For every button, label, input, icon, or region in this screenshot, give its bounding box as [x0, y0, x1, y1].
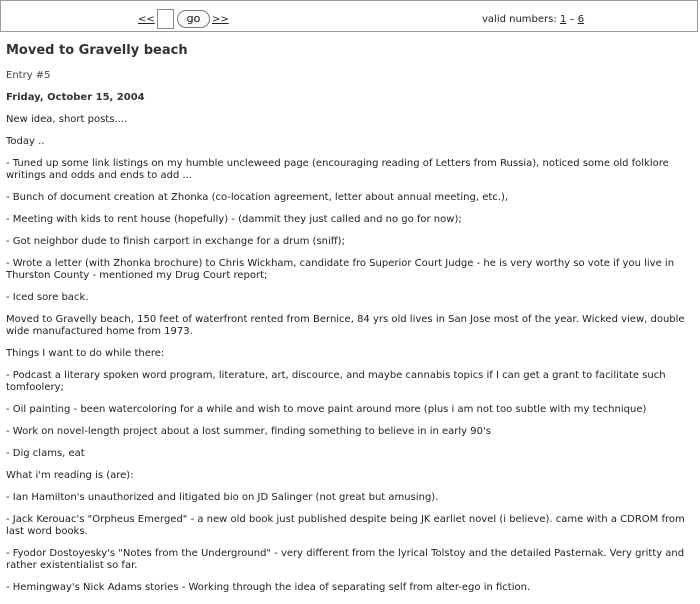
entry-paragraph: What i'm reading is (are):	[6, 470, 134, 481]
go-button[interactable]: go	[177, 10, 210, 28]
entry-content	[6, 70, 696, 604]
entry-paragraph: - Fyodor Dostoyesky's "Notes from the Underground" - very different from the lyrical Tolstoy and the detailed Pasternak. Very gritty and rather existentialist so far.	[6, 548, 685, 571]
entry-paragraph: - Tuned up some link listings on my humble uncleweed page (encouraging reading of Letters from Russia), noticed some old folklore writings and odds and ends to add ...	[6, 158, 669, 181]
entry-paragraph: - Jack Kerouac's "Orpheus Emerged" - a new old book just published despite being JK earliet novel (i believe). came with a CDROM from last word books.	[6, 514, 685, 537]
entry-paragraph: - Got neighbor dude to finish carport in exchange for a drum (sniff);	[6, 236, 345, 247]
entry-paragraph: - Wrote a letter (with Zhonka brochure) to Chris Wickham, candidate fro Superior Court Judge - he is very worthy so vote if you live in Thurston County - mentioned my Drug Court report;	[6, 258, 675, 281]
entry-paragraph: - Podcast a literary spoken word program, literature, art, discource, and maybe cannabis topics if I can get a grant to facilitate such tomfoolery;	[6, 370, 666, 393]
valid-max-link[interactable]: 6	[577, 14, 585, 25]
entry-paragraph: - Meeting with kids to rent house (hopefully) - (dammit they just called and no go for now);	[6, 214, 462, 225]
valid-numbers-label: valid numbers:	[482, 14, 557, 25]
entry-paragraph: - Work on novel-length project about a lost summer, finding something to believe in in early 90's	[6, 426, 491, 437]
entry-paragraph: - Bunch of document creation at Zhonka (co-location agreement, letter about annual meeting, etc.),	[6, 192, 509, 203]
next-entry-link[interactable]: >>	[212, 14, 229, 25]
entry-paragraph: - Dig clams, eat	[6, 448, 85, 459]
entry-paragraph: Today ..	[6, 136, 45, 147]
entry-number: Entry #5	[6, 70, 51, 81]
valid-numbers	[482, 14, 584, 25]
valid-separator: –	[569, 14, 575, 25]
valid-min-link[interactable]: 1	[559, 14, 567, 25]
entry-navigation-bar	[0, 0, 698, 32]
entry-date: Friday, October 15, 2004	[6, 92, 145, 103]
entry-title: Moved to Gravelly beach	[6, 43, 188, 58]
entry-paragraph: Things I want to do while there:	[6, 348, 165, 359]
entry-paragraph: - Hemingway's Nick Adams stories - Working through the idea of separating self from alter-ego in fiction.	[6, 582, 531, 593]
entry-number-input[interactable]	[157, 9, 174, 29]
entry-paragraph: - Oil painting - been watercoloring for a while and wish to move paint around more (plus i am not too subtle with my technique)	[6, 404, 647, 415]
previous-entry-link[interactable]: <<	[138, 14, 155, 25]
entry-paragraph: Moved to Gravelly beach, 150 feet of waterfront rented from Bernice, 84 yrs old lives in San Jose most of the year. Wicked view, double wide manufactured home from 1973.	[6, 314, 685, 337]
entry-paragraph: - Ian Hamilton's unauthorized and litigated bio on JD Salinger (not great but amusing).	[6, 492, 439, 503]
entry-paragraph: New idea, short posts....	[6, 114, 128, 125]
entry-paragraph: - Iced sore back.	[6, 292, 89, 303]
